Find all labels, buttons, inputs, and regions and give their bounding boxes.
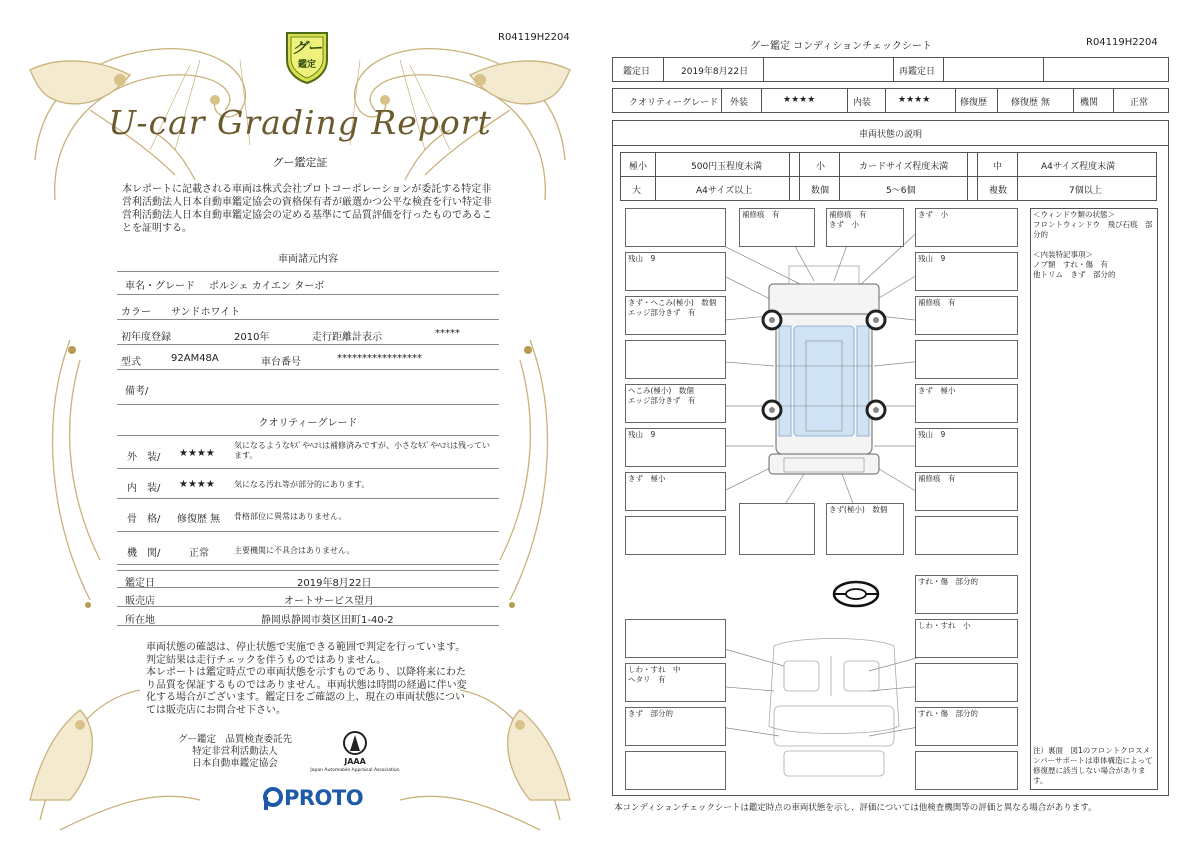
- interior-desc: 気になる汚れ等が部分的にあります。: [234, 480, 370, 489]
- legend-large-label: 大: [632, 186, 642, 196]
- condition-box-right-7: 補修痕 有: [915, 472, 1018, 511]
- condition-box-left-4: [625, 340, 726, 379]
- shop-value: オートサービス望月: [284, 596, 374, 607]
- condition-box-right-12: すれ・傷 部分的: [915, 707, 1018, 746]
- sponsor-block: [160, 734, 310, 770]
- report-id: R04119H2204: [498, 32, 570, 43]
- legend-tiny-label: 極小: [629, 162, 648, 172]
- jaaa-name: Japan Automobile Appraisal Association: [310, 768, 400, 773]
- notice-paragraph: 車両状態の確認は、停止状態で実施できる範囲で判定を行っています。判定結果は走行チェックを伴うものではありません。 本レポートは鑑定時点での車両状態を示すものであり、以降将来にわたり品質を保証するものではありません。車両状態は時間の経過に伴い変化する場合がございます。鑑定日をご確認の上、現在の車両状態については販売店にお問合せ下さい。: [146, 642, 467, 716]
- mileage-value: *****: [435, 328, 460, 339]
- condition-box-bottom-2: [739, 503, 815, 555]
- color-value: サンドホワイト: [171, 307, 241, 318]
- jaaa-abbr: JAAA: [344, 757, 366, 766]
- quality-heading: クオリティーグレード: [258, 418, 358, 429]
- legend-small-value: カードサイズ程度未満: [859, 162, 949, 172]
- shop-label: 販売店: [125, 596, 155, 607]
- report-script-title: U-car Grading Report: [108, 103, 492, 142]
- interior-label: 内 装/: [127, 483, 161, 494]
- size-legend: [620, 152, 1157, 201]
- condition-box-right-5: きず 極小: [915, 384, 1018, 423]
- chassis-label: 車台番号: [261, 357, 301, 368]
- engine-desc: 主要機関に不具合はありません。: [234, 546, 355, 555]
- spec-row-remarks: [117, 370, 499, 405]
- condition-box-top-1: [625, 208, 726, 247]
- condition-box-bottom-3: きず(極小) 数個: [826, 503, 904, 555]
- quality-row-engine: [117, 532, 499, 565]
- condition-box-left-5: へこみ(極小) 数個 エッジ部分きず 有: [625, 384, 726, 423]
- spec-row-model: [117, 345, 499, 370]
- condition-box-right-2: 残山 9: [915, 252, 1018, 291]
- legend-medium-value: A4サイズ程度未満: [1041, 162, 1116, 172]
- intro-paragraph: 本レポートに記載される車両は株式会社プロトコーポレーションが委託する特定非営利活動法人日本自動車鑑定協会の資格保有者が厳選かつ公平な検査を行い特定非営利活動法人日本自動車鑑定協会の定める基準にて品質評価を行ったものであることを証明する。: [122, 184, 492, 234]
- address-label: 所在地: [125, 615, 155, 626]
- exterior-desc: 気になるようなｷｽﾞやﾍｺﾐは補修済みですが、小さなｷｽﾞやﾍｺﾐは残っています。: [234, 441, 490, 460]
- condition-box-left-11: しわ・すれ 中 ヘタリ 有: [625, 663, 726, 702]
- sheet-interior-value: ★★★★: [898, 95, 931, 105]
- frame-note: 注）裏面 図1のフロントクロスメンバーサポートは車体構造によって修復歴に該当しない場合があります。: [1033, 746, 1153, 785]
- reappraisal-date-label: 再鑑定日: [899, 67, 936, 77]
- jaaa-emblem-icon: [342, 730, 368, 756]
- appraisal-date-label: 鑑定日: [125, 578, 155, 589]
- sponsor-line-3: 日本自動車鑑定協会: [192, 758, 278, 769]
- address-row: [117, 607, 499, 626]
- sheet-exterior-label: 外装: [730, 98, 749, 108]
- condition-box-left-13: [625, 751, 726, 790]
- spec-row-color: [117, 295, 499, 320]
- quality-row-frame: [117, 499, 499, 532]
- sheet-date-row: [612, 57, 1169, 82]
- spec-row-car-name: [117, 270, 499, 295]
- sheet-appraisal-date-value: 2019年8月22日: [681, 67, 749, 77]
- condition-box-right-3: 補修痕 有: [915, 296, 1018, 335]
- sheet-quality-label: クオリティーグレード: [629, 98, 719, 108]
- legend-count-value: 5〜6個: [886, 186, 916, 196]
- legend-multi-label: 複数: [989, 186, 1008, 196]
- sheet-interior-label: 内装: [853, 98, 872, 108]
- proto-logo-text: PROTO: [284, 786, 364, 810]
- condition-check-sheet: [600, 0, 1200, 848]
- car-name-label: 車名・グレード: [125, 281, 195, 292]
- legend-multi-value: 7個以上: [1069, 186, 1102, 196]
- model-label: 型式: [121, 357, 141, 368]
- jaaa-logo: [310, 730, 400, 782]
- appraisal-date-value: 2019年8月22日: [297, 578, 372, 589]
- condition-box-left-7: きず 極小: [625, 472, 726, 511]
- condition-box-left-6: 残山 9: [625, 428, 726, 467]
- condition-box-top-4: きず 小: [915, 208, 1018, 247]
- condition-box-right-8: [915, 516, 1018, 555]
- sheet-repair-value: 修復歴 無: [1011, 98, 1050, 108]
- quality-row-interior: [117, 469, 499, 499]
- proto-logo: [262, 784, 366, 812]
- condition-box-right-6: 残山 9: [915, 428, 1018, 467]
- frame-desc: 骨格部位に異常はありません。: [234, 512, 347, 521]
- first-registration-label: 初年度登録: [121, 332, 171, 343]
- exterior-grade: ★★★★: [179, 448, 215, 459]
- goo-appraisal-logo: [284, 30, 330, 84]
- condition-box-right-11: [915, 663, 1018, 702]
- sheet-engine-value: 正常: [1130, 98, 1149, 108]
- sponsor-line-2: 特定非営利活動法人: [192, 746, 278, 757]
- frame-label: 骨 格/: [127, 514, 161, 525]
- quality-heading-row: [117, 405, 499, 436]
- first-registration-value: 2010年: [234, 332, 270, 343]
- logo-main-text: グー: [291, 39, 322, 57]
- window-notes: ＜ウィンドウ類の状態＞ フロントウィンドウ 飛び石痕 部分的: [1033, 210, 1153, 239]
- address-value: 静岡県静岡市葵区田町1-40-2: [261, 615, 394, 626]
- sheet-quality-row: [612, 88, 1169, 113]
- appraisal-date-row: [117, 570, 499, 588]
- sheet-exterior-value: ★★★★: [783, 95, 816, 105]
- proto-mark-icon: [262, 787, 284, 811]
- condition-box-top-2: 補修痕 有: [739, 208, 815, 247]
- sheet-repair-label: 修復歴: [960, 98, 988, 108]
- condition-box-left-12: きず 部分的: [625, 707, 726, 746]
- legend-tiny-value: 500円玉程度未満: [691, 162, 763, 172]
- sheet-title: グー鑑定 コンディションチェックシート: [750, 41, 932, 52]
- color-label: カラー: [121, 307, 151, 318]
- engine-label: 機 関/: [127, 548, 161, 559]
- interior-grade: ★★★★: [179, 479, 215, 490]
- logo-sub-text: 鑑定: [297, 60, 316, 70]
- condition-box-left-3: きず・へこみ(極小) 数個 エッジ部分きず 有: [625, 296, 726, 335]
- condition-box-left-2: 残山 9: [625, 252, 726, 291]
- steering-wheel-icon: [834, 582, 878, 606]
- condition-box-right-4: [915, 340, 1018, 379]
- sheet-report-id: R04119H2204: [1086, 37, 1158, 48]
- exterior-label: 外 装/: [127, 452, 161, 463]
- condition-heading: 車両状態の説明: [858, 130, 922, 140]
- spec-row-first-registration: [117, 320, 499, 345]
- condition-box-right-9: すれ・傷 部分的: [915, 575, 1018, 614]
- condition-box-right-10: しわ・すれ 小: [915, 619, 1018, 658]
- engine-grade: 正常: [189, 548, 209, 559]
- sheet-footer: 本コンディションチェックシートは鑑定時点の車両状態を示し、評価については他検査機関等の評価と異なる場合があります。: [614, 803, 1097, 813]
- legend-small-label: 小: [816, 162, 826, 172]
- remarks-label: 備考/: [125, 386, 149, 397]
- legend-large-value: A4サイズ以上: [696, 186, 753, 196]
- condition-box-top-3: 補修痕 有 きず 小: [826, 208, 904, 247]
- sponsor-line-1: グー鑑定 品質検査委託先: [177, 734, 292, 745]
- mileage-label: 走行距離計表示: [312, 332, 382, 343]
- model-value: 92AM48A: [171, 353, 219, 364]
- interior-notes: ＜内装特記事項＞ ノブ類 すれ・傷 有 他トリム きず 部分的: [1033, 250, 1116, 279]
- car-name-value: ポルシェ カイエン ターボ: [209, 281, 325, 292]
- condition-box-left-8: [625, 516, 726, 555]
- report-heading: グー鑑定証: [272, 156, 328, 169]
- legend-count-label: 数個: [811, 186, 830, 196]
- condition-box-left-10: [625, 619, 726, 658]
- condition-box-right-13: [915, 751, 1018, 790]
- shop-row: [117, 588, 499, 607]
- sheet-engine-label: 機関: [1080, 98, 1099, 108]
- specs-heading: 車両諸元内容: [117, 250, 499, 272]
- chassis-value: *****************: [337, 353, 422, 364]
- frame-grade: 修復歴 無: [177, 514, 221, 525]
- notes-panel: [1030, 208, 1158, 790]
- quality-row-exterior: [117, 436, 499, 469]
- sheet-appraisal-date-label: 鑑定日: [623, 67, 651, 77]
- legend-medium-label: 中: [993, 162, 1003, 172]
